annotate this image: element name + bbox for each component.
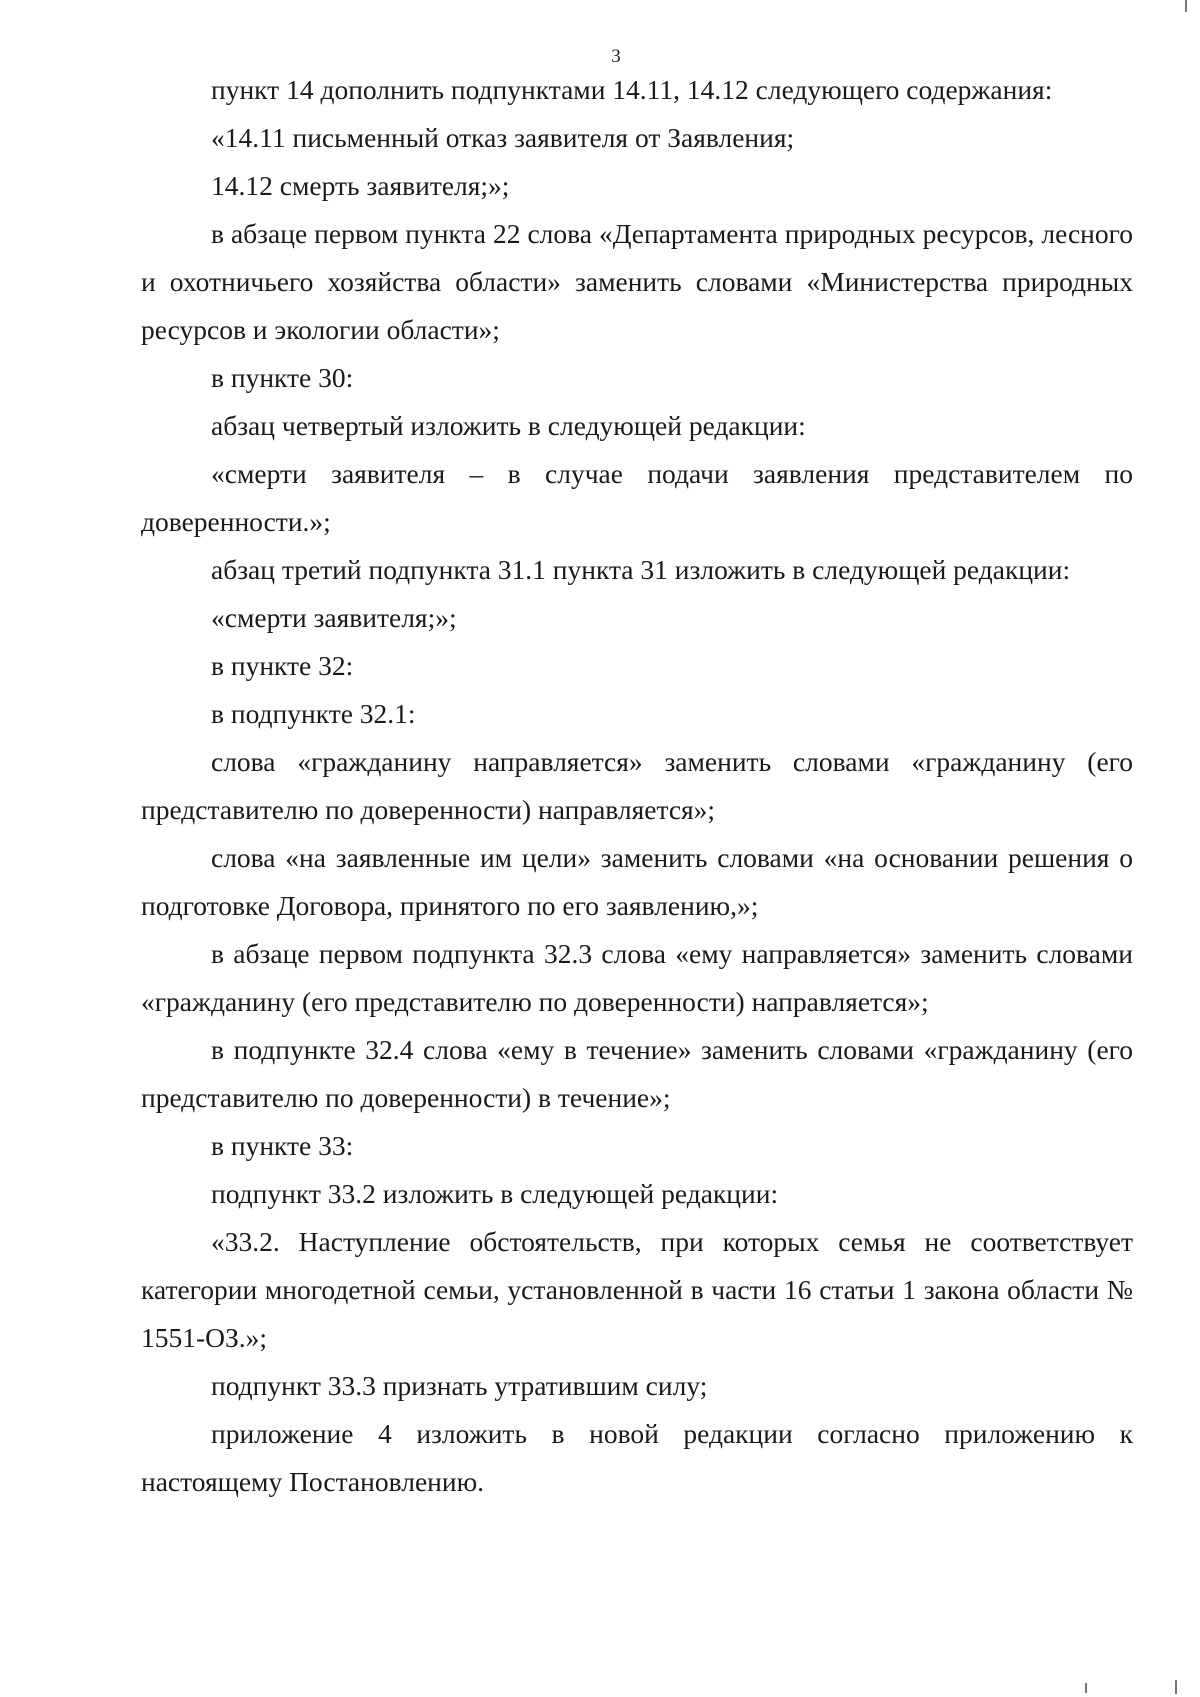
paragraph: абзац третий подпункта 31.1 пункта 31 изложить в следующей редакции: xyxy=(211,554,1071,585)
page-number: 3 xyxy=(611,46,621,67)
paragraph: в пункте 30: xyxy=(211,362,354,393)
paragraph: в подпункте 32.1: xyxy=(211,698,416,729)
paragraph: пункт 14 дополнить подпунктами 14.11, 14.12 следующего содержания: xyxy=(211,74,1053,105)
document-body xyxy=(141,66,1133,1506)
paragraph: приложение 4 изложить в новой редакции согласно приложению к настоящему Постановлению. xyxy=(141,1418,1133,1497)
paragraph: 14.12 смерть заявителя;»; xyxy=(211,170,510,201)
paragraph: слова «на заявленные им цели» заменить словами «на основании решения о подготовке Договора, принятого по его заявлению,»; xyxy=(141,842,1133,921)
paragraph: подпункт 33.3 признать утратившим силу; xyxy=(211,1370,708,1401)
paragraph: абзац четвертый изложить в следующей редакции: xyxy=(211,410,806,441)
paragraph: «33.2. Наступление обстоятельств, при которых семья не соответствует категории многодетной семьи, установленной в части 16 статьи 1 закона области № 1551-ОЗ.»; xyxy=(141,1226,1133,1353)
paragraph: «14.11 письменный отказ заявителя от Заявления; xyxy=(211,122,795,153)
paragraph: подпункт 33.2 изложить в следующей редакции: xyxy=(211,1178,779,1209)
scan-artifact xyxy=(1085,1683,1087,1693)
paragraph: в абзаце первом пункта 22 слова «Департамента природных ресурсов, лесного и охотничьего хозяйства области» заменить словами «Министерства природных ресурсов и экологии области»; xyxy=(141,218,1133,345)
paragraph: в подпункте 32.4 слова «ему в течение» заменить словами «гражданину (его представителю по доверенности) в течение»; xyxy=(141,1034,1133,1113)
scan-artifact xyxy=(1185,0,1187,12)
paragraph: слова «гражданину направляется» заменить словами «гражданину (его представителю по доверенности) направляется»; xyxy=(141,746,1133,825)
paragraph: в абзаце первом подпункта 32.3 слова «ему направляется» заменить словами «гражданину (его представителю по доверенности) направляется»; xyxy=(141,938,1133,1017)
scan-artifact xyxy=(1175,1680,1177,1694)
paragraph: в пункте 33: xyxy=(211,1130,354,1161)
paragraph: «смерти заявителя – в случае подачи заявления представителем по доверенности.»; xyxy=(141,458,1133,537)
paragraph: «смерти заявителя;»; xyxy=(211,602,457,633)
paragraph: в пункте 32: xyxy=(211,650,354,681)
